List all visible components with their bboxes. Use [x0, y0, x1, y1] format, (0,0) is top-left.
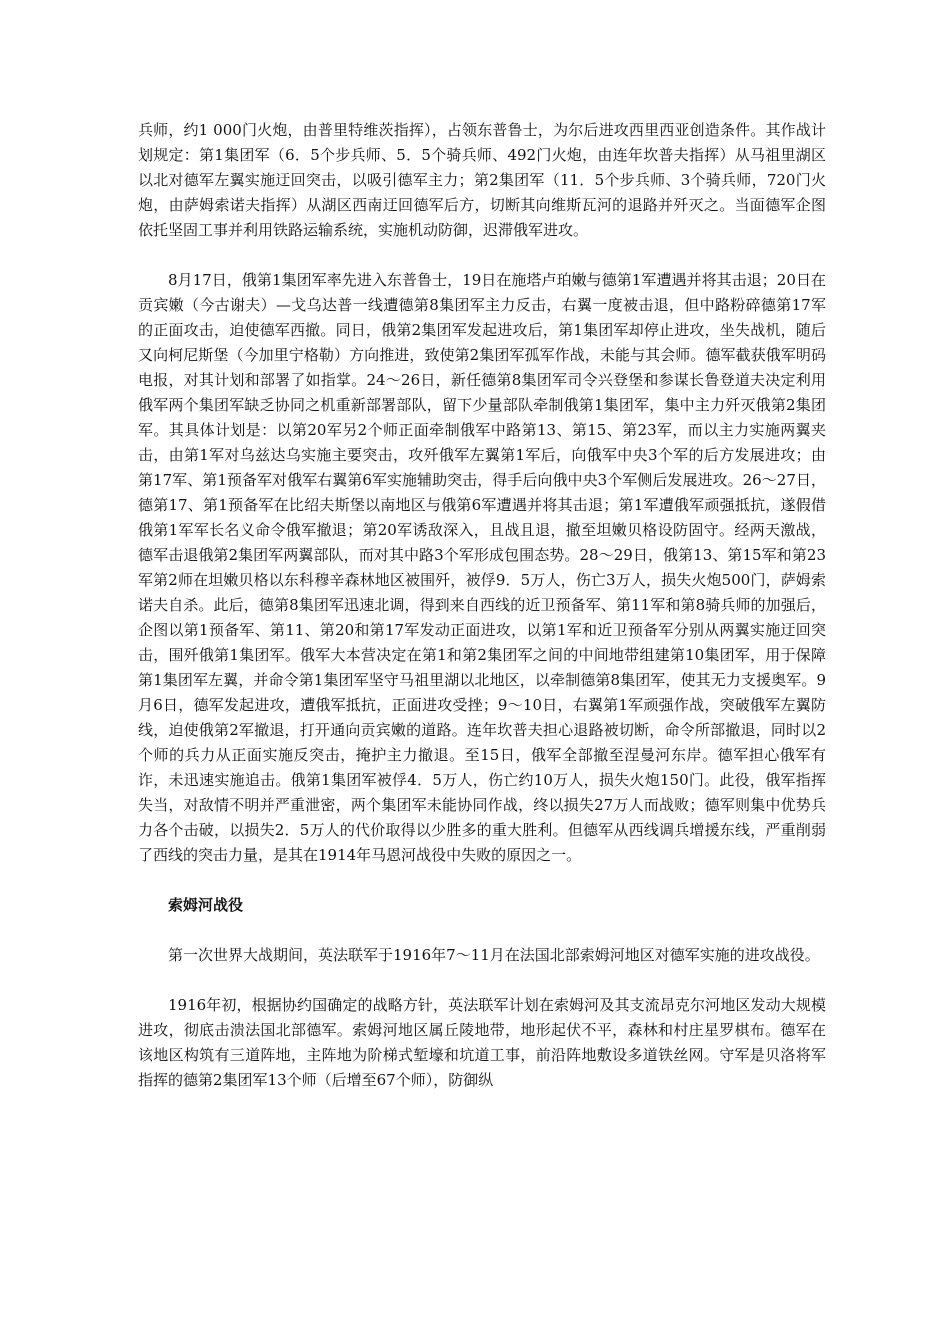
- section-heading: 索姆河战役: [168, 896, 244, 914]
- paragraph-somme-background: 1916年初，根据协约国确定的战略方针，英法联军计划在索姆河及其支流昂克尔河地区发动大规模进攻，彻底击溃法国北部德军。索姆河地区属丘陵地带，地形起伏不平，森林和村庄星罗棋布。德军在该地区构筑有三道阵地，主阵地为阶梯式堑壕和坑道工事，前沿阵地敷设多道铁丝网。守军是贝洛将军指挥的德第2集团军13个师（后增至67个师），防御纵: [138, 996, 826, 1089]
- paragraph-battle-narrative: 8月17日，俄第1集团军率先进入东普鲁士，19日在施塔卢珀嫩与德第1军遭遇并将其击退；20日在贡宾嫩（今古谢夫）—戈乌达普一线遭德第8集团军主力反击，右翼一度被击退，但中路粉碎德第17军的正面攻击，迫使德军西撤。同日，俄第2集团军发起进攻后，第1集团军却停止进攻，坐失战机，随后又向柯尼斯堡（今加里宁格勒）方向推进，致使第2集团军孤军作战，未能与其会师。德军截获俄军明码电报，对其计划和部署了如指掌。24～26日，新任德第8集团军司令兴登堡和参谋长鲁登道夫决定利用俄军两个集团军缺乏协同之机重新部署部队，留下少量部队牵制俄第1集团军，集中主力歼灭俄第2集团军。其具体计划是：以第20军另2个师正面牵制俄军中路第13、第15、第23军，而以主力实施两翼夹击，由第1军对乌兹达乌实施主要突击，攻歼俄军左翼第1军后，向俄军中央3个军的后方发展进攻；由第17军、第1预备军对俄军右翼第6军实施辅助突击，得手后向俄中央3个军侧后发展进攻。26～27日，德第17、第1预备军在比绍夫斯堡以南地区与俄第6军遭遇并将其击退；第1军遭俄军顽强抵抗，遂假借俄第1军军长名义命令俄军撤退；第20军诱敌深入，且战且退，撤至坦嫩贝格设防固守。经两天激战，德军击退俄第2集团军两翼部队，而对其中路3个军形成包围态势。28～29日，俄第13、第15军和第23军第2师在坦嫩贝格以东科穆辛森林地区被围歼，被俘9．5万人，伤亡3万人，损失火炮500门，萨姆索诺夫自杀。此后，德第8集团军迅速北调，得到来自西线的近卫预备军、第11军和第8骑兵师的加强后，企图以第1预备军、第11、第20和第17军发动正面进攻，以第1军和近卫预备军分别从两翼实施迂回突击，围歼俄第1集团军。俄军大本营决定在第1和第2集团军之间的中间地带组建第10集团军，用于保障第1集团军左翼，并命令第1集团军坚守马祖里湖以北地区，以牵制德第8集团军，使其无力支援奥军。9月6日，德军发起进攻，遭俄军抵抗，正面进攻受挫；9～10日，右翼第1军顽强作战，突破俄军左翼防线，迫使俄第2军撤退，打开通向贡宾嫩的道路。连年坎普夫担心退路被切断，命令所部撤退，同时以2个师的兵力从正面实施反突击，掩护主力撤退。至15日，俄军全部撤至涅曼河东岸。德军担心俄军有诈，未迅速实施追击。俄第1集团军被俘4．5万人，伤亡约10万人，损失火炮150门。此役，俄军指挥失当，对敌情不明并严重泄密，两个集团军未能协同作战，终以损失27万人而战败；德军则集中优势兵力各个击破，以损失2．5万人的代价取得以少胜多的重大胜利。但德军从西线调兵增援东线，严重削弱了西线的突击力量，是其在1914年马恩河战役中失败的原因之一。: [138, 271, 826, 864]
- document-body: [138, 118, 826, 1118]
- paragraph-continuation: 兵师，约1 000门火炮，由普里特维茨指挥），占领东普鲁士，为尔后进攻西里西亚创造条件。其作战计划规定：第1集团军（6．5个步兵师、5．5个骑兵师、492门火炮，由连年坎普夫指挥）从马祖里湖区以北对德军左翼实施迂回突击，以吸引德军主力；第2集团军（11．5个步兵师、3个骑兵师，720门火炮，由萨姆索诺夫指挥）从湖区西南迂回德军后方，切断其向维斯瓦河的退路并歼灭之。当面德军企图依托坚固工事并利用铁路运输系统，实施机动防御，迟滞俄军进攻。: [138, 121, 826, 239]
- paragraph-somme-intro: 第一次世界大战期间，英法联军于1916年7～11月在法国北部索姆河地区对德军实施的进攻战役。: [168, 946, 820, 964]
